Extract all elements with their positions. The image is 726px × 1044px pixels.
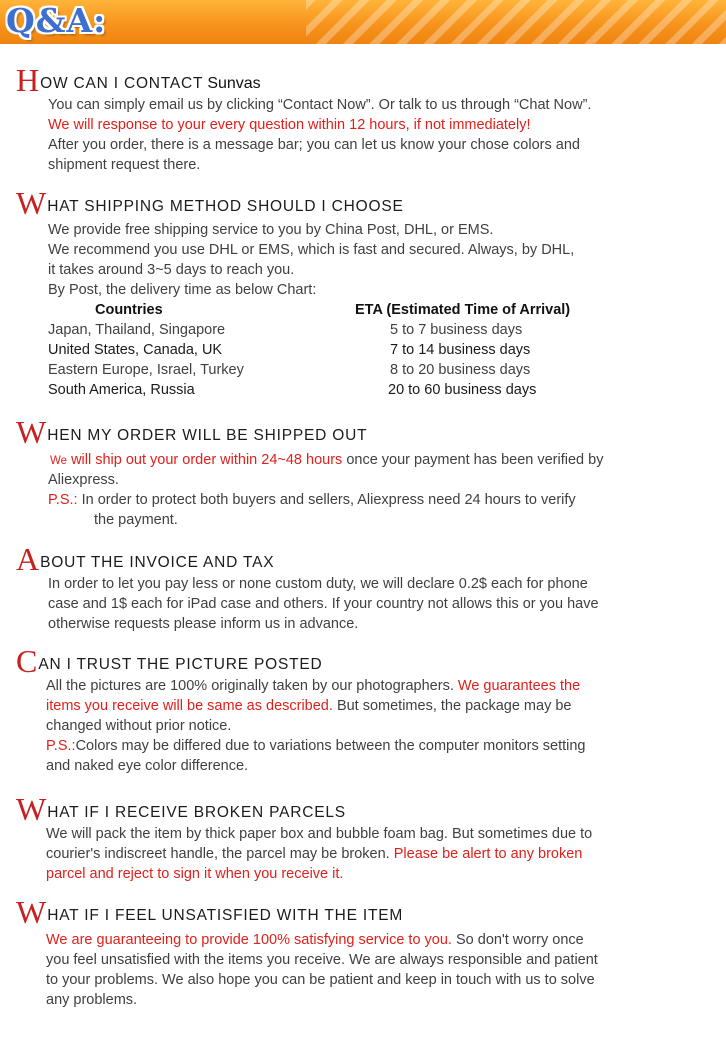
heading-contact: HOW CAN I CONTACT Sunvas (16, 62, 261, 98)
heading-ship-out: WHEN MY ORDER WILL BE SHIPPED OUT (16, 414, 368, 450)
contact-line-1: You can simply email us by clicking “Contact Now”. Or talk to us through “Chat Now”. (48, 97, 592, 113)
heading-picture: CAN I TRUST THE PICTURE POSTED (16, 643, 323, 679)
unsatisfied-line-4: any problems. (46, 992, 138, 1008)
broken-line-3: parcel and reject to sign it when you receive it. (46, 866, 344, 882)
table-row-2-eta: 7 to 14 business days (390, 342, 531, 358)
picture-line-5: and naked eye color difference. (46, 758, 249, 774)
broken-line-2: courier's indiscreet handle, the parcel may be broken. Please be alert to any broken (46, 846, 583, 862)
banner-stripes (306, 0, 726, 44)
shipping-line-1: We provide free shipping service to you by China Post, DHL, or EMS. (48, 222, 494, 238)
qa-banner (0, 0, 726, 44)
heading-shipping: WHAT SHIPPING METHOD SHOULD I CHOOSE (16, 185, 404, 221)
picture-line-1: All the pictures are 100% originally taken by our photographers. We guarantees the (46, 678, 581, 694)
contact-line-3: After you order, there is a message bar; you can let us know your chose colors and (48, 137, 580, 153)
banner-title: Q&A: (6, 1, 107, 40)
table-header-countries: Countries (95, 302, 163, 318)
shipping-line-2: We recommend you use DHL or EMS, which is fast and secured. Always, by DHL, (48, 242, 575, 258)
table-row-4-eta: 20 to 60 business days (388, 382, 537, 398)
unsatisfied-line-1: We are guaranteeing to provide 100% satisfying service to you. So don't worry once (46, 932, 584, 948)
heading-unsatisfied: WHAT IF I FEEL UNSATISFIED WITH THE ITEM (16, 894, 404, 930)
shipout-line-3: P.S.: In order to protect both buyers and sellers, Aliexpress need 24 hours to verify (48, 492, 576, 508)
brand-name: Sunvas (207, 75, 261, 92)
invoice-line-3: otherwise requests please inform us in advance. (48, 616, 359, 632)
contact-line-4: shipment request there. (48, 157, 201, 173)
unsatisfied-line-2: you feel unsatisfied with the items you receive. We are always responsible and patient (46, 952, 598, 968)
heading-invoice: ABOUT THE INVOICE AND TAX (16, 541, 275, 577)
shipping-line-4: By Post, the delivery time as below Chart: (48, 282, 317, 298)
table-row-2-country: United States, Canada, UK (48, 342, 223, 358)
table-row-1-eta: 5 to 7 business days (390, 322, 523, 338)
contact-line-2: We will response to your every question within 12 hours, if not immediately! (48, 117, 531, 133)
shipout-line-1: We will ship out your order within 24~48 hours once your payment has been verified by (50, 452, 604, 468)
table-row-4-country: South America, Russia (48, 382, 195, 398)
broken-line-1: We will pack the item by thick paper box and bubble foam bag. But sometimes due to (46, 826, 593, 842)
table-header-eta: ETA (Estimated Time of Arrival) (355, 302, 571, 318)
shipping-line-3: it takes around 3~5 days to reach you. (48, 262, 295, 278)
table-row-1-country: Japan, Thailand, Singapore (48, 322, 226, 338)
invoice-line-2: case and 1$ each for iPad case and others. If your country not allows this or you have (48, 596, 599, 612)
picture-line-4: P.S.:Colors may be differed due to variations between the computer monitors setting (46, 738, 586, 754)
shipout-line-4: the payment. (94, 512, 178, 528)
heading-broken: WHAT IF I RECEIVE BROKEN PARCELS (16, 791, 346, 827)
invoice-line-1: In order to let you pay less or none custom duty, we will declare 0.2$ each for phone (48, 576, 588, 592)
shipout-line-2: Aliexpress. (48, 472, 119, 488)
unsatisfied-line-3: to your problems. We also hope you can be patient and keep in touch with us to solve (46, 972, 595, 988)
table-row-3-eta: 8 to 20 business days (390, 362, 531, 378)
table-row-3-country: Eastern Europe, Israel, Turkey (48, 362, 244, 378)
picture-line-3: changed without prior notice. (46, 718, 232, 734)
picture-line-2: items you receive will be same as described. But sometimes, the package may be (46, 698, 572, 714)
